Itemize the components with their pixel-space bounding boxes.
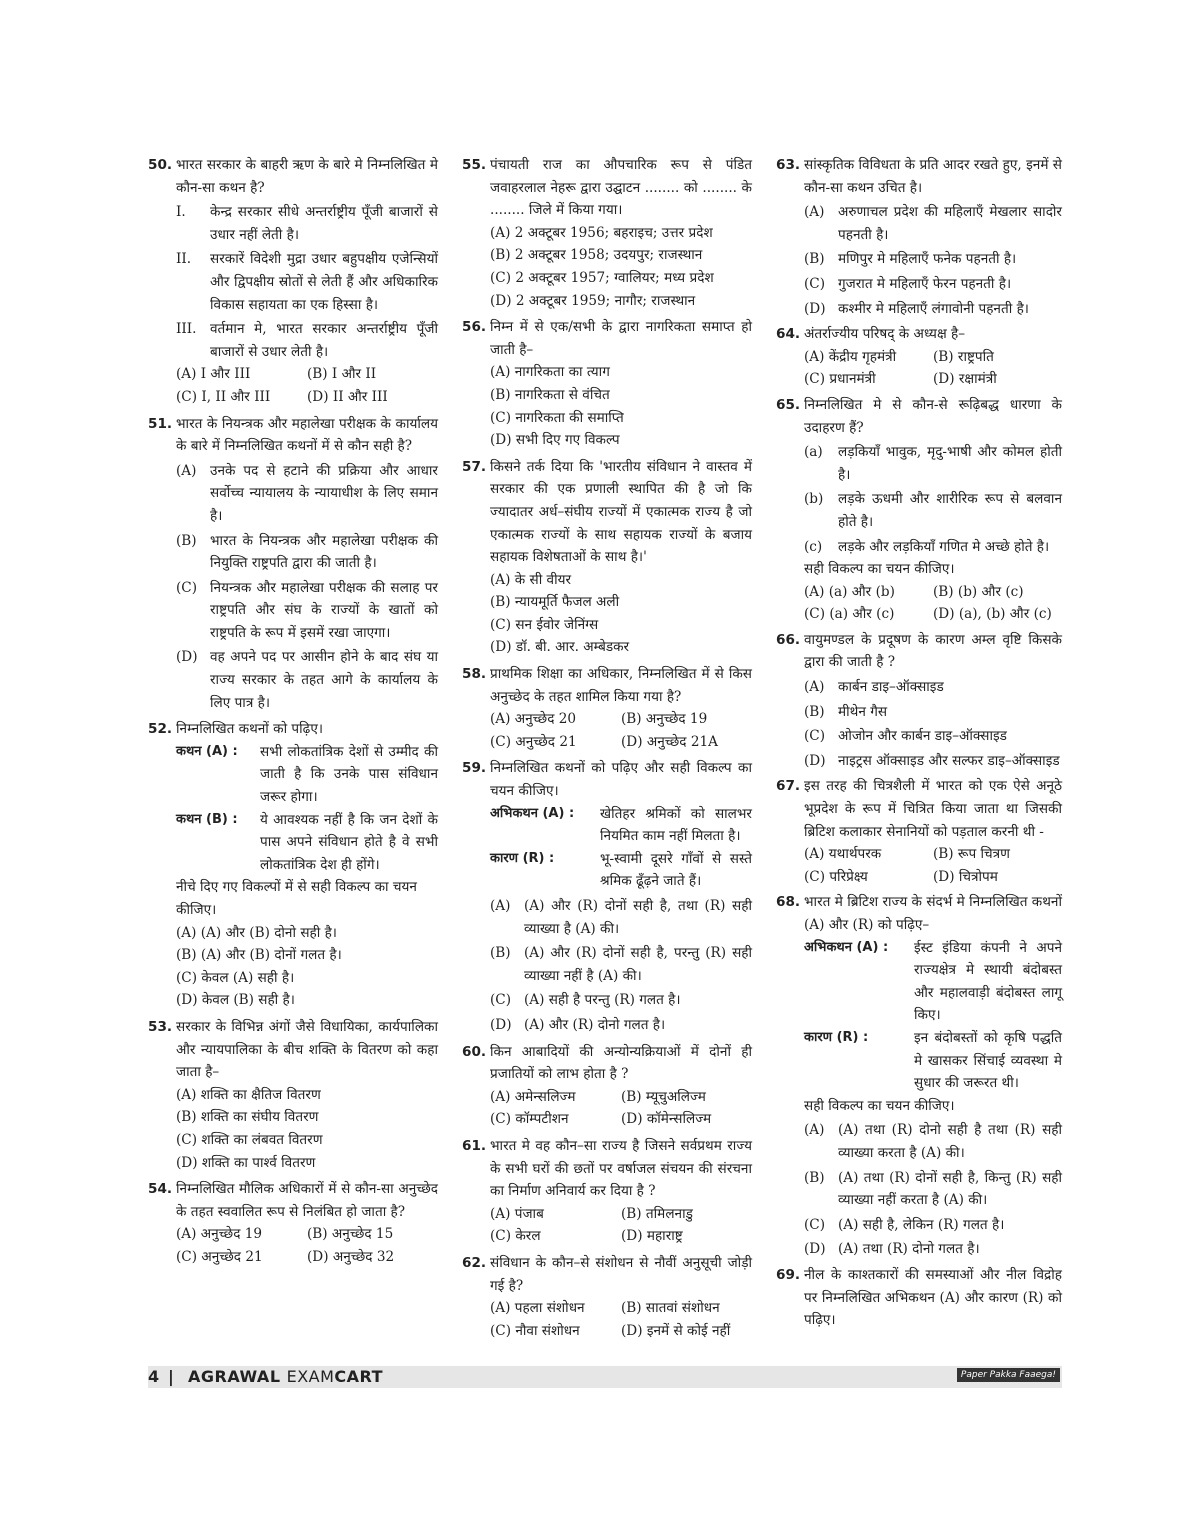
statement-row [776, 937, 1062, 1027]
option-item [776, 441, 1062, 486]
option-label: (c) [804, 538, 823, 555]
question-block [776, 891, 1062, 1261]
question-block [148, 1178, 438, 1268]
option-row [776, 843, 1062, 866]
option-text: अरुणाचल प्रदेश की महिलाएँ मेखलार सादोर पहनती है। [838, 204, 1062, 243]
option-item: (B) म्यूचुअलिज्म [621, 1088, 706, 1105]
option-row [148, 386, 438, 409]
question-number: 61. [462, 1137, 487, 1154]
question-text: निम्नलिखित मे से कौन-से रूढ़िबद्ध धारणा के उदाहरण हैं? [804, 396, 1062, 436]
question-text: भारत मे वह कौन–सा राज्य है जिसने सर्वप्रथम राज्य के सभी घरों की छतों पर वर्षाजल संचयन की संरचना का निर्माण अनिवार्य कर दिया है ? [490, 1137, 752, 1200]
question-text: निम्न में से एक/सभी के द्वारा नागरिकता समाप्त हो जाती है– [490, 319, 752, 358]
question-block [776, 629, 1062, 773]
option-label: (A) [804, 679, 825, 696]
option-text: मणिपुर मे महिलाएँ फनेक पहनती है। [838, 251, 1017, 268]
question-number: 56. [462, 319, 487, 336]
option-item [776, 701, 1062, 724]
question-number: 55. [462, 157, 487, 173]
statement-label: कारण (R) : [804, 1029, 869, 1045]
option-row [776, 581, 1062, 604]
option-item: (C) कॉम्पटीशन [490, 1111, 569, 1128]
question-header [462, 316, 752, 361]
option-text: गुजरात मे महिलाएँ फेरन पहनती है। [838, 275, 1012, 292]
option-row [462, 731, 752, 754]
option-item: (D) इनमें से कोई नहीं [621, 1322, 731, 1339]
question-header [148, 154, 438, 199]
question-number: 67. [776, 778, 801, 795]
option-row [462, 1320, 752, 1343]
option-item: (C) I, II और III [176, 388, 271, 405]
statement-row [776, 1027, 1062, 1095]
option-item: (C) अनुच्छेद 21 [176, 1248, 263, 1265]
option-text: सरकारें विदेशी मुद्रा उधार बहुपक्षीय एजेन्सियों और द्विपक्षीय स्रोतों से लेती हैं और अधिकारिक विकास सहायता का एक हिस्सा है। [210, 251, 438, 313]
option-row [462, 1225, 752, 1248]
question-text: वायुमण्डल के प्रदूषण के कारण अम्ल वृष्टि किसके द्वारा की जाती है ? [804, 631, 1062, 671]
question-text: अंतर्राज्यीय परिषद् के अध्यक्ष है– [804, 326, 966, 343]
option-line: (B) नागरिकता से वंचित [490, 386, 610, 403]
option-item: (D) II और III [307, 388, 388, 405]
question-header [776, 323, 1062, 346]
option-item [148, 577, 438, 645]
option-row [148, 363, 438, 386]
question-header [148, 413, 438, 458]
option-row [462, 1108, 752, 1131]
option-item [776, 201, 1062, 246]
question-text: संविधान के कौन–से संशोधन से नौवीं अनुसूची जोड़ी गई है? [490, 1254, 752, 1294]
brand-part-3: CART [334, 1367, 384, 1386]
question-text: किसने तर्क दिया कि 'भारतीय संविधान ने वास्तव में सरकार की एक प्रणाली स्थापित की है जो कि ज्यादातर अर्ध–संघीय राज्यों में एकात्मक राज्य है जो एकात्मक राज्यों के साथ सहायक राज्यों के बजाय सहायक विशेषताओं के साथ है।' [490, 458, 752, 566]
question-text: भारत सरकार के बाहरी ऋण के बारे मे निम्नलिखित मे कौन-सा कथन है? [176, 157, 438, 196]
question-text: निम्नलिखित कथनों को पढ़िए और सही विकल्प का चयन कीजिए। [490, 760, 752, 800]
question-number: 69. [776, 1266, 801, 1283]
brand-part-2: EXAM [286, 1367, 335, 1386]
option-label: (D) [176, 649, 198, 666]
option-item: (D) अनुच्छेद 32 [307, 1248, 395, 1265]
question-header [776, 775, 1062, 843]
option-text: (A) और (R) दोनों सही है, परन्तु (R) सही व्याख्या नहीं है (A) की। [524, 945, 752, 984]
question-block [148, 1016, 438, 1174]
option-row [776, 603, 1062, 626]
option-line: सही विकल्प का चयन कीजिए। [804, 561, 955, 578]
option-label: III. [176, 321, 197, 338]
question-number: 53. [148, 1018, 173, 1035]
option-item: (D) महाराष्ट्र [621, 1228, 683, 1245]
option-label: (b) [804, 491, 824, 508]
question-number: 62. [462, 1254, 487, 1271]
option-item: (A) अनुच्छेद 19 [176, 1226, 263, 1243]
option-item [148, 460, 438, 528]
question-block [776, 775, 1062, 888]
page-footer [148, 1366, 1062, 1388]
statement-text: सभी लोकतांत्रिक देशों से उम्मीद की जाती है कि उनके पास संविधान जरूर होगा। [260, 743, 438, 806]
option-text: ओजोन और कार्बन डाइ–ऑक्साइड [838, 728, 1007, 745]
option-label: (C) [804, 728, 826, 745]
option-text: (A) और (R) दोनों सही है, तथा (R) सही व्याख्या है (A) की। [524, 898, 752, 937]
option-text: नाइट्रस ऑक्साइड और सल्फर डाइ–ऑक्साइड [838, 752, 1060, 769]
option-line: (C) शक्ति का लंबवत वितरण [176, 1131, 323, 1148]
option-row [148, 1223, 438, 1246]
option-row [776, 346, 1062, 369]
option-item [776, 248, 1062, 271]
option-item [148, 646, 438, 714]
option-item [462, 989, 752, 1012]
question-number: 52. [148, 721, 173, 738]
question-block [462, 1252, 752, 1342]
option-item: (A) अनुच्छेद 20 [490, 711, 577, 728]
question-block [462, 1041, 752, 1131]
option-item: (A) पंजाब [490, 1205, 544, 1222]
option-item: (C) परिप्रेक्ष्य [804, 868, 868, 885]
question-header [462, 663, 752, 708]
option-label: (D) [804, 300, 826, 317]
option-row [462, 1297, 752, 1320]
option-row [462, 1086, 752, 1109]
option-item [776, 1238, 1062, 1261]
column-left [148, 154, 438, 1273]
option-item [776, 750, 1062, 773]
option-text: उनके पद से हटाने की प्रक्रिया और आधार सर्वोच्च न्यायालय के न्यायाधीश के लिए समान है। [210, 462, 438, 524]
question-header [776, 891, 1062, 936]
option-item: (B) रूप चित्रण [933, 846, 1011, 863]
question-number: 54. [148, 1181, 173, 1198]
option-line: (D) 2 अक्टूबर 1959; नागौर; राजस्थान [490, 292, 696, 309]
question-header [148, 1016, 438, 1084]
option-line: (A) 2 अक्टूबर 1956; बहराइच; उत्तर प्रदेश [490, 224, 713, 241]
question-text: नील के काश्तकारों की समस्याओं और नील विद्रोह पर निम्नलिखित अभिकथन (A) और कारण (R) को पढ़िए। [804, 1266, 1062, 1329]
question-block [462, 154, 752, 312]
column-right [776, 154, 1062, 1335]
option-text: वर्तमान मे, भारत सरकार अन्तर्राष्ट्रीय पूँजी बाजारों से उधार लेती है। [210, 321, 438, 360]
question-header [776, 154, 1062, 199]
option-item [776, 488, 1062, 533]
option-item: (A) I और III [176, 366, 251, 383]
question-text: निम्नलिखित कथनों को पढ़िए। [176, 721, 323, 738]
option-item [776, 298, 1062, 321]
option-item: (B) (b) और (c) [933, 583, 1024, 600]
option-item [776, 1214, 1062, 1237]
option-line: (C) नागरिकता की समाप्ति [490, 409, 624, 426]
option-row [462, 1203, 752, 1226]
option-label: (A) [490, 898, 511, 914]
option-text: लड़कियाँ भावुक, मृदु-भाषी और कोमल होती है। [838, 444, 1062, 483]
option-line: (A) नागरिकता का त्याग [490, 364, 610, 381]
question-text: सांस्कृतिक विविधता के प्रति आदर रखते हुए, इनमें से कौन-सा कथन उचित है। [804, 157, 1062, 196]
option-item: (A) यथार्थपरक [804, 846, 882, 863]
option-text: (A) तथा (R) दोनो सही है तथा (R) सही व्याख्या करता है (A) की। [838, 1122, 1062, 1161]
option-label: (C) [804, 1216, 826, 1233]
question-header [148, 718, 438, 741]
question-text: किन आबादियों की अन्योन्यक्रियाओं में दोनों ही प्रजातियों को लाभ होता है ? [490, 1043, 752, 1083]
brand-logo [188, 1366, 383, 1388]
option-label: (D) [490, 1016, 512, 1033]
question-text: निम्नलिखित मौलिक अधिकारों में से कौन-सा अनुच्छेद के तहत स्ववालित रूप से निलंबित हो जाता है? [176, 1181, 438, 1220]
question-number: 63. [776, 157, 801, 173]
option-label: (a) [804, 444, 823, 461]
question-text: भारत मे ब्रिटिश राज्य के संदर्भ मे निम्नलिखित कथनों (A) और (R) को पढ़िए– [804, 894, 1062, 933]
option-item: (B) तमिलनाडु [621, 1205, 693, 1222]
footer-separator: | [168, 1367, 174, 1386]
question-number: 64. [776, 326, 801, 343]
question-block [462, 316, 752, 452]
option-item: (C) अनुच्छेद 21 [490, 733, 577, 750]
option-line: सही विकल्प का चयन कीजिए। [804, 1097, 955, 1114]
option-item: (B) राष्ट्रपति [933, 348, 994, 365]
option-item [462, 895, 752, 940]
option-item: (B) अनुच्छेद 19 [621, 711, 708, 728]
option-item: (A) अमेन्सलिज्म [490, 1088, 576, 1105]
option-text: (A) सही है, लेकिन (R) गलत है। [838, 1216, 1005, 1233]
option-item: (A) पहला संशोधन [490, 1300, 585, 1317]
question-number: 66. [776, 631, 801, 648]
option-line: (D) सभी दिए गए विकल्प [490, 432, 620, 449]
question-header [462, 154, 752, 222]
option-item: (C) प्रधानमंत्री [804, 371, 876, 388]
option-label: I. [176, 204, 186, 221]
statement-row [462, 803, 752, 848]
option-label: (B) [804, 1169, 825, 1186]
option-item: (C) नौवा संशोधन [490, 1322, 580, 1339]
question-block [776, 1264, 1062, 1332]
option-line: (C) सन ईवोर जेनिंग्स [490, 616, 599, 633]
option-line: (C) केवल (A) सही है। [176, 969, 295, 986]
option-line: नीचे दिए गए विकल्पों में से सही विकल्प का चयन कीजिए। [176, 879, 417, 918]
question-block [776, 323, 1062, 391]
option-item: (C) केरल [490, 1228, 541, 1245]
option-item: (B) अनुच्छेद 15 [307, 1226, 394, 1243]
option-item [462, 942, 752, 987]
question-header [776, 629, 1062, 674]
question-header [462, 456, 752, 569]
option-label: (C) [804, 275, 826, 292]
option-text: वह अपने पद पर आसीन होने के बाद संघ या राज्य सरकार के तहत आगे के कार्यालय के लिए पात्र है। [210, 649, 438, 711]
option-label: (B) [804, 251, 825, 268]
option-item [776, 676, 1062, 699]
question-block [462, 663, 752, 753]
question-header [462, 757, 752, 802]
option-item: (D) अनुच्छेद 21A [621, 733, 718, 750]
option-line: (D) शक्ति का पार्श्व वितरण [176, 1154, 316, 1171]
option-line: (C) 2 अक्टूबर 1957; ग्वालियर; मध्य प्रदेश [490, 269, 714, 286]
question-block [462, 456, 752, 659]
option-line: (B) 2 अक्टूबर 1958; उदयपुर; राजस्थान [490, 247, 703, 264]
brand-tagline: Paper Pakka Faaega! [957, 1368, 1060, 1382]
statement-row [148, 809, 438, 877]
question-block [776, 154, 1062, 320]
option-item: (A) केंद्रीय गृहमंत्री [804, 348, 897, 365]
option-label: (C) [490, 992, 512, 1009]
option-row [148, 1246, 438, 1269]
option-text: कार्बन डाइ–ऑक्साइड [838, 679, 944, 696]
page-number: 4 [148, 1367, 160, 1386]
option-label: (B) [804, 703, 825, 720]
statement-text: खेतिहर श्रमिकों को सालभर नियमित काम नहीं मिलता है। [600, 805, 752, 845]
statement-row [148, 741, 438, 809]
question-header [462, 1135, 752, 1203]
option-item [776, 725, 1062, 748]
option-label: (A) [804, 1122, 825, 1139]
question-text: इस तरह की चित्रशैली में भारत को एक ऐसे अनूठे भूप्रदेश के रूप में चित्रित किया जाता था जिसकी ब्रिटिश कलाकार सेनानियों को पड़ताल करनी थी - [804, 778, 1062, 840]
option-text: (A) तथा (R) दोनो गलत है। [838, 1241, 980, 1258]
option-line: (B) (A) और (B) दोनों गलत है। [176, 947, 342, 964]
option-item: (D) चित्रोपम [933, 868, 998, 885]
option-label: (B) [176, 532, 197, 549]
statement-text: ये आवश्यक नहीं है कि जन देशों के पास अपने संविधान होते है वे सभी लोकतांत्रिक देश ही होंगे। [260, 811, 438, 873]
option-item: (C) (a) और (c) [804, 606, 895, 623]
option-line: (D) डॉ. बी. आर. अम्बेडकर [490, 639, 630, 656]
option-text: भारत के नियन्त्रक और महालेखा परीक्षक की नियुक्ति राष्ट्रपति द्वारा की जाती है। [210, 532, 438, 572]
option-item: (B) सातवां संशोधन [621, 1300, 720, 1317]
option-label: (B) [490, 945, 511, 962]
option-item [776, 273, 1062, 296]
question-number: 57. [462, 458, 487, 475]
brand-part-1: AGRAWAL [188, 1367, 287, 1386]
option-item [462, 1014, 752, 1037]
option-item [148, 201, 438, 246]
statement-text: भू-स्वामी दूसरे गाँवों से सस्ते श्रमिक ढूँढ़ने जाते हैं। [600, 850, 752, 890]
option-label: (A) [176, 462, 197, 479]
option-text: (A) तथा (R) दोनों सही है, किन्तु (R) सही व्याख्या नहीं करता है (A) की। [838, 1169, 1062, 1209]
option-label: (D) [804, 752, 826, 769]
option-item: (D) (a), (b) और (c) [933, 606, 1052, 623]
option-row [776, 866, 1062, 889]
option-line: (B) न्यायमूर्ति फैजल अली [490, 594, 620, 611]
option-line: (A) के सी वीयर [490, 571, 572, 588]
question-header [776, 394, 1062, 439]
option-line: (B) शक्ति का संघीय वितरण [176, 1109, 319, 1126]
option-item [148, 530, 438, 575]
question-number: 50. [148, 157, 173, 173]
option-text: केन्द्र सरकार सीधे अन्तर्राष्ट्रीय पूँजी बाजारों से उधार नहीं लेती है। [210, 204, 438, 243]
question-header [462, 1041, 752, 1086]
option-text: लड़के ऊधमी और शारीरिक रूप से बलवान होते है। [838, 491, 1062, 530]
option-row [462, 708, 752, 731]
question-text: पंचायती राज का औपचारिक रूप से पंडित जवाहरलाल नेहरू द्वारा उद्घाटन ........ को ........ के ........ जिले में किया गया। [490, 157, 752, 219]
option-item: (A) (a) और (b) [804, 583, 895, 600]
option-line: (A) शक्ति का क्षैतिज वितरण [176, 1086, 321, 1103]
question-header [462, 1252, 752, 1297]
question-number: 51. [148, 415, 173, 432]
statement-row [462, 848, 752, 893]
option-item: (B) I और II [307, 366, 377, 383]
statement-label: कथन (A) : [176, 743, 238, 759]
question-block [148, 718, 438, 1012]
option-item [148, 248, 438, 316]
option-item: (D) रक्षामंत्री [933, 371, 997, 388]
option-row [776, 368, 1062, 391]
question-text: प्राथमिक शिक्षा का अधिकार, निम्नलिखित में से किस अनुच्छेद के तहत शामिल किया गया है? [490, 666, 752, 705]
statement-label: अभिकथन (A) : [804, 939, 889, 955]
statement-text: इन बंदोबस्तों को कृषि पद्धति मे खासकर सिंचाई व्यवस्था मे सुधार की जरूरत थी। [914, 1029, 1062, 1092]
option-line: (D) केवल (B) सही है। [176, 992, 295, 1009]
statement-label: कारण (R) : [490, 850, 555, 866]
statement-label: अभिकथन (A) : [490, 805, 575, 821]
option-text: (A) और (R) दोनो गलत है। [524, 1016, 666, 1033]
question-text: सरकार के विभिन्न अंगों जैसे विधायिका, कार्यपालिका और न्यायपालिका के बीच शक्ति के वितरण को कहा जाता है– [176, 1018, 438, 1081]
question-number: 59. [462, 760, 487, 777]
question-number: 60. [462, 1043, 487, 1060]
option-label: (D) [804, 1241, 826, 1258]
question-header [148, 1178, 438, 1223]
option-label: II. [176, 251, 192, 268]
question-block [462, 757, 752, 1036]
option-item [776, 1167, 1062, 1212]
statement-text: ईस्ट इंडिया कंपनी ने अपने राज्यक्षेत्र मे स्थायी बंदोबस्त और महालवाड़ी बंदोबस्त लागू किए। [914, 939, 1062, 1024]
question-block [148, 154, 438, 409]
option-label: (C) [176, 579, 198, 596]
option-text: (A) सही है परन्तु (R) गलत है। [524, 992, 681, 1009]
option-item: (D) कॉमेन्सलिज्म [621, 1111, 712, 1128]
question-text: भारत के नियन्त्रक और महालेखा परीक्षक के कार्यालय के बारे में निम्नलिखित कथनों में से कौन सही है? [176, 415, 438, 455]
question-number: 65. [776, 396, 801, 413]
option-text: नियन्त्रक और महालेखा परीक्षक की सलाह पर राष्ट्रपति और संघ के राज्यों के खातों को राष्ट्रपति के रूप में इसमें रखा जाएगा। [210, 579, 438, 641]
question-header [776, 1264, 1062, 1332]
option-text: लड़के और लड़कियाँ गणित मे अच्छे होते है। [838, 538, 1050, 555]
question-number: 58. [462, 666, 487, 683]
question-number: 68. [776, 894, 801, 911]
column-middle [462, 154, 752, 1346]
question-block [776, 394, 1062, 626]
statement-label: कथन (B) : [176, 811, 238, 827]
question-block [148, 413, 438, 715]
question-block [462, 1135, 752, 1248]
option-item [776, 1119, 1062, 1164]
option-text: कश्मीर मे महिलाएँ लंगावोनी पहनती है। [838, 300, 1029, 317]
option-line: (A) (A) और (B) दोनो सही है। [176, 924, 337, 941]
option-text: मीथेन गैस [838, 703, 888, 720]
option-item [776, 536, 1062, 559]
option-label: (A) [804, 204, 825, 221]
option-item [148, 318, 438, 363]
